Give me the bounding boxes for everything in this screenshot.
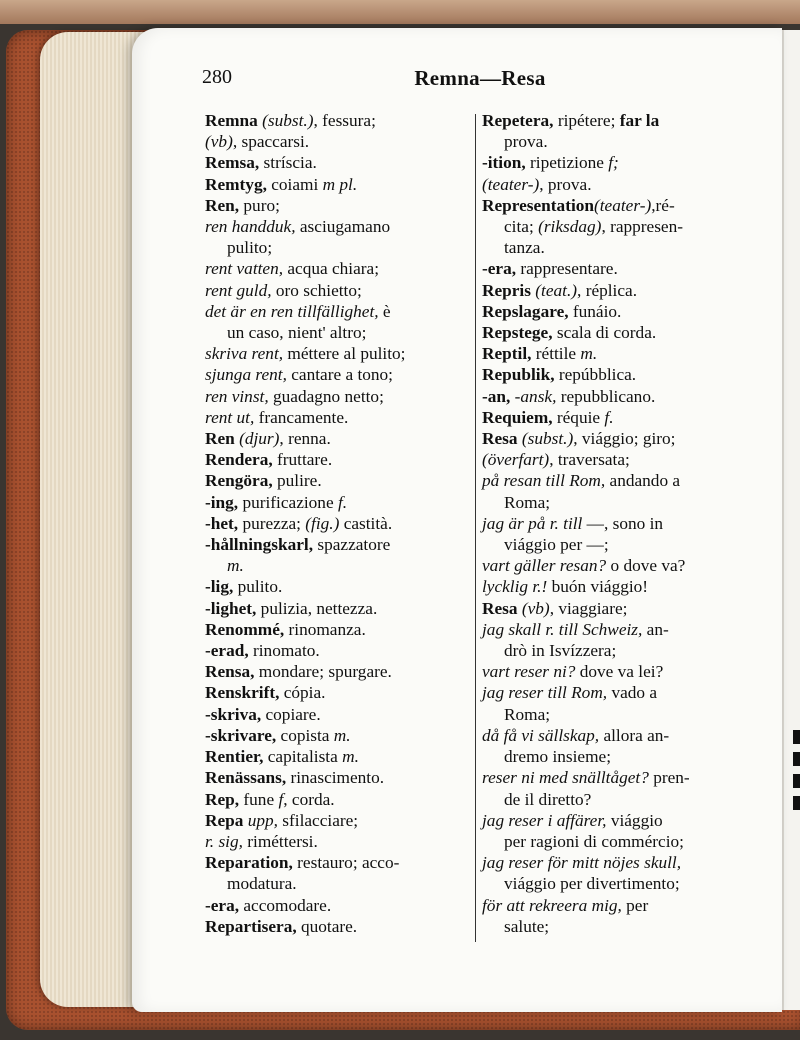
definition-text: scala di corda.: [552, 323, 657, 343]
definition-text: ,ré-: [651, 195, 675, 215]
definition-text: è: [378, 301, 391, 321]
entry-line: [205, 534, 470, 555]
entry-line: [482, 301, 754, 322]
entry-line: [482, 576, 754, 597]
entry-line: [205, 704, 470, 725]
entry-line: [482, 174, 754, 195]
headword: -an,: [482, 386, 511, 406]
headword: -era,: [205, 895, 240, 915]
italic-text: -ansk,: [514, 386, 557, 406]
definition-text: pulito.: [233, 577, 283, 597]
definition-text: an-: [642, 619, 669, 639]
entry-line: [482, 428, 754, 449]
headword: -het,: [205, 513, 239, 533]
background-top-edge: [0, 0, 800, 24]
definition-text: guadagno netto;: [268, 386, 384, 406]
italic-text: sjunga rent,: [205, 365, 287, 385]
entry-line: [482, 280, 754, 301]
headword: Repstege,: [482, 323, 553, 343]
definition-text: méttere al pulito;: [283, 344, 406, 364]
entry-line: [482, 386, 754, 407]
entry-line: [482, 258, 754, 279]
definition-text: asciugamano: [295, 217, 391, 237]
definition-text: cópia.: [279, 683, 326, 703]
entry-line: [205, 131, 470, 152]
italic-text: (riksdag): [538, 217, 602, 237]
definition-text: capitalista: [263, 747, 343, 767]
italic-text: jag är på r. till: [482, 513, 583, 533]
definition-text: , réplica.: [577, 280, 638, 300]
definition-text: , traversata;: [549, 450, 630, 470]
entry-line: [482, 364, 754, 385]
definition-text: o dove va?: [606, 556, 686, 576]
italic-text: f;: [608, 153, 619, 173]
definition-text: pulizia, nettezza.: [256, 598, 378, 618]
headword: Rensa,: [205, 662, 255, 682]
italic-text: r. sig,: [205, 831, 243, 851]
headword: Resa: [482, 598, 518, 618]
headword: Ren,: [205, 195, 240, 215]
headword: Renskrift,: [205, 683, 280, 703]
entry-line: [482, 767, 754, 788]
headword: Remtyg,: [205, 174, 267, 194]
definition-text: francamente.: [254, 407, 349, 427]
entry-line: [482, 640, 754, 661]
italic-text: m.: [227, 556, 244, 576]
italic-text: f.: [337, 492, 348, 512]
entry-line: [205, 895, 470, 916]
headword: Renommé,: [205, 619, 285, 639]
definition-text: quotare.: [296, 916, 358, 936]
headword: -ing,: [205, 492, 239, 512]
definition-text: andando a: [605, 471, 681, 491]
definition-text: , spaccarsi.: [232, 132, 310, 152]
entry-line: [205, 152, 470, 173]
definition-text: fruttare.: [272, 450, 333, 470]
entry-line: [205, 810, 470, 831]
next-page-edge: [782, 30, 800, 1010]
definition-text: oro schietto;: [271, 280, 362, 300]
entry-line: [205, 386, 470, 407]
italic-text: skriva rent,: [205, 344, 284, 364]
definition-text: puro;: [239, 195, 280, 215]
italic-text: upp,: [247, 810, 278, 830]
entry-line: [482, 555, 754, 576]
italic-text: vart gäller resan?: [482, 556, 607, 576]
entry-line: [205, 322, 470, 343]
running-head: [200, 66, 760, 94]
definition-text: cantare a tono;: [286, 365, 393, 385]
headword: -hållningskarl,: [205, 535, 314, 555]
headword: -skriva,: [205, 704, 262, 724]
headword: Remna: [205, 111, 258, 130]
entry-line: [482, 746, 754, 767]
italic-text: reser ni med snälltåget?: [482, 768, 649, 788]
definition-text: repubblicano.: [556, 386, 656, 406]
entry-line: [482, 598, 754, 619]
entry-line: [482, 619, 754, 640]
definition-text: dremo insieme;: [504, 747, 612, 767]
definition-text: de il diretto?: [504, 789, 592, 809]
italic-text: det är en ren tillfällighet,: [205, 301, 379, 321]
italic-text: jag skall r. till Schweiz,: [482, 619, 643, 639]
entry-line: [205, 513, 470, 534]
headword: Rengöra,: [205, 471, 273, 491]
entry-line: [205, 640, 470, 661]
headword: Renässans,: [205, 768, 287, 788]
definition-text: repúbblica.: [554, 365, 637, 385]
headword: -erad,: [205, 641, 249, 661]
definition-text: ripétere;: [553, 111, 620, 130]
italic-text: rent guld,: [205, 280, 272, 300]
headword: Requiem,: [482, 407, 553, 427]
italic-text: (subst.): [521, 429, 574, 449]
entry-line: [205, 428, 470, 449]
entry-line: [205, 492, 470, 513]
entry-line: [482, 216, 754, 237]
entry-line: [205, 576, 470, 597]
entry-line: [205, 470, 470, 491]
definition-text: pulito;: [227, 238, 273, 258]
definition-text: spazzatore: [313, 535, 391, 555]
definition-text: réttile: [531, 344, 581, 364]
italic-text: rent ut,: [205, 407, 255, 427]
entry-line: [482, 789, 754, 810]
definition-text: tanza.: [504, 238, 545, 258]
definition-text: pulire.: [272, 471, 322, 491]
headword: -lighet,: [205, 598, 257, 618]
headword: -era,: [482, 259, 517, 279]
definition-text: allora an-: [599, 725, 670, 745]
italic-text: vart reser ni?: [482, 662, 576, 682]
definition-text: , viággio; giro;: [573, 429, 676, 449]
entry-line: [482, 449, 754, 470]
definition-text: réquie: [552, 407, 605, 427]
definition-text: Roma;: [504, 704, 551, 724]
italic-text: m.: [580, 344, 598, 364]
entry-line: [482, 682, 754, 703]
definition-text: viággio per divertimento;: [504, 874, 680, 894]
headword: Repetera,: [482, 111, 554, 130]
definition-text: purezza;: [238, 513, 306, 533]
entry-line: [205, 725, 470, 746]
entry-line: [205, 598, 470, 619]
headword: Reparation,: [205, 853, 293, 873]
italic-text: jag reser för mitt nöjes skull,: [482, 853, 682, 873]
headword: Remsa,: [205, 153, 260, 173]
italic-text: (subst.): [262, 111, 314, 130]
definition-text: purificazione: [238, 492, 338, 512]
entry-line: [482, 725, 754, 746]
entry-line: [205, 767, 470, 788]
entry-line: [205, 343, 470, 364]
definition-text: riméttersi.: [242, 831, 318, 851]
definition-text: rappresentare.: [516, 259, 618, 279]
entry-line: [482, 895, 754, 916]
entry-line: [205, 301, 470, 322]
entry-line: [205, 280, 470, 301]
headword: Repslagare,: [482, 301, 569, 321]
italic-text: på resan till Rom,: [482, 471, 606, 491]
entry-line: [205, 852, 470, 873]
headword: Repa: [205, 810, 244, 830]
headword: Resa: [482, 429, 518, 449]
definition-text: stríscia.: [259, 153, 317, 173]
entry-line: [482, 152, 754, 173]
definition-text: viággio per —;: [504, 535, 609, 555]
italic-text: (fig.): [305, 513, 340, 533]
entry-line: [205, 110, 470, 131]
definition-text: , rappresen-: [601, 217, 684, 237]
entry-line: [482, 237, 754, 258]
definition-text: , fessura;: [313, 111, 376, 130]
entry-line: [205, 789, 470, 810]
definition-text: buón viággio!: [547, 577, 649, 597]
entry-line: [482, 810, 754, 831]
entry-line: [482, 131, 754, 152]
definition-text: dove va lei?: [575, 662, 664, 682]
definition-text: salute;: [504, 916, 550, 936]
italic-text: (teat.): [535, 280, 578, 300]
entry-line: [205, 682, 470, 703]
definition-text: castità.: [339, 513, 393, 533]
definition-text: rinascimento.: [286, 768, 385, 788]
italic-text: lycklig r.!: [482, 577, 548, 597]
definition-text: funáio.: [568, 301, 622, 321]
headword: Ren: [205, 429, 235, 449]
headword: Rep,: [205, 789, 240, 809]
italic-text: då få vi sällskap,: [482, 725, 600, 745]
definition-text: sfilacciare;: [277, 810, 359, 830]
headword: Republik,: [482, 365, 555, 385]
definition-text: vado a: [607, 683, 658, 703]
italic-text: rent vatten,: [205, 259, 284, 279]
italic-text: (teater-): [594, 195, 652, 215]
entry-line: [482, 831, 754, 852]
definition-text: cita;: [504, 217, 539, 237]
entry-line: [205, 555, 470, 576]
italic-text: ren vinst,: [205, 386, 269, 406]
italic-text: f: [278, 789, 284, 809]
italic-text: (vb): [521, 598, 550, 618]
definition-text: , prova.: [539, 174, 592, 194]
entry-line: [482, 470, 754, 491]
entry-line: [205, 661, 470, 682]
entry-line: [482, 195, 754, 216]
entry-line: [482, 407, 754, 428]
italic-text: (vb): [205, 132, 233, 152]
entry-line: [205, 195, 470, 216]
definition-text: copista: [276, 725, 334, 745]
definition-text: pren-: [648, 768, 690, 788]
entry-line: [205, 619, 470, 640]
definition-text: per ragioni di commércio;: [504, 831, 684, 851]
definition-text: rinomanza.: [284, 619, 366, 639]
definition-text: copiare.: [261, 704, 321, 724]
definition-text: accomodare.: [239, 895, 332, 915]
entry-line: [205, 364, 470, 385]
definition-text: modatura.: [227, 874, 297, 894]
definition-text: rinomato.: [248, 641, 320, 661]
entry-line: [205, 407, 470, 428]
headword: Rentier,: [205, 747, 264, 767]
definition-text: drò in Isvízzera;: [504, 641, 617, 661]
italic-text: jag reser till Rom,: [482, 683, 608, 703]
entry-line: [482, 110, 754, 131]
headword: Repartisera,: [205, 916, 297, 936]
entry-line: [205, 174, 470, 195]
headword: Rendera,: [205, 450, 273, 470]
entry-line: [482, 852, 754, 873]
headword: Reptil,: [482, 344, 532, 364]
column-divider: [475, 114, 476, 942]
italic-text: (teater-): [482, 174, 540, 194]
italic-text: (djur): [239, 429, 280, 449]
entry-line: [205, 916, 470, 937]
entry-line: [482, 513, 754, 534]
italic-text: f.: [604, 407, 614, 427]
headword: Representation: [482, 195, 594, 215]
headword: Repris: [482, 280, 531, 300]
definition-text: mondare; spurgare.: [254, 662, 392, 682]
definition-text: restauro; acco-: [292, 853, 400, 873]
entry-line: [482, 661, 754, 682]
definition-text: coiami: [266, 174, 323, 194]
italic-text: ren handduk,: [205, 217, 296, 237]
definition-text: , renna.: [279, 429, 331, 449]
definition-text: per: [621, 895, 649, 915]
entry-line: [482, 492, 754, 513]
definition-text: un caso, nient' altro;: [227, 323, 367, 343]
definition-text: Roma;: [504, 492, 551, 512]
definition-text: fune: [239, 789, 279, 809]
entry-line: [482, 704, 754, 725]
entry-line: [205, 746, 470, 767]
entry-line: [482, 343, 754, 364]
page-number: 280: [202, 66, 232, 88]
italic-text: m pl.: [322, 174, 358, 194]
definition-text: viággio: [606, 810, 663, 830]
definition-text: prova.: [504, 132, 548, 152]
definition-text: —, sono in: [582, 513, 664, 533]
entry-line: [482, 916, 754, 937]
entry-line: [482, 322, 754, 343]
entry-line: [482, 873, 754, 894]
italic-text: för att rekreera mig,: [482, 895, 622, 915]
headword: -lig,: [205, 577, 234, 597]
definition-text: acqua chiara;: [283, 259, 380, 279]
next-page-marks: [793, 730, 800, 818]
italic-text: (överfart): [482, 450, 550, 470]
page-title: Remna—Resa: [414, 66, 546, 90]
definition-text: , corda.: [283, 789, 335, 809]
entry-line: [205, 216, 470, 237]
entry-line: [205, 237, 470, 258]
italic-text: m.: [342, 747, 359, 767]
headword: -ition,: [482, 153, 526, 173]
entry-line: [205, 449, 470, 470]
headword: -skrivare,: [205, 725, 277, 745]
entry-line: [205, 258, 470, 279]
entry-line: [205, 873, 470, 894]
headword: far la: [619, 111, 660, 130]
definition-text: ripetizione: [525, 153, 609, 173]
italic-text: jag reser i affärer,: [482, 810, 607, 830]
italic-text: m.: [333, 725, 351, 745]
entry-line: [205, 831, 470, 852]
left-column: [205, 110, 470, 937]
definition-text: , viaggiare;: [549, 598, 628, 618]
entry-line: [482, 534, 754, 555]
right-column: [482, 110, 754, 937]
